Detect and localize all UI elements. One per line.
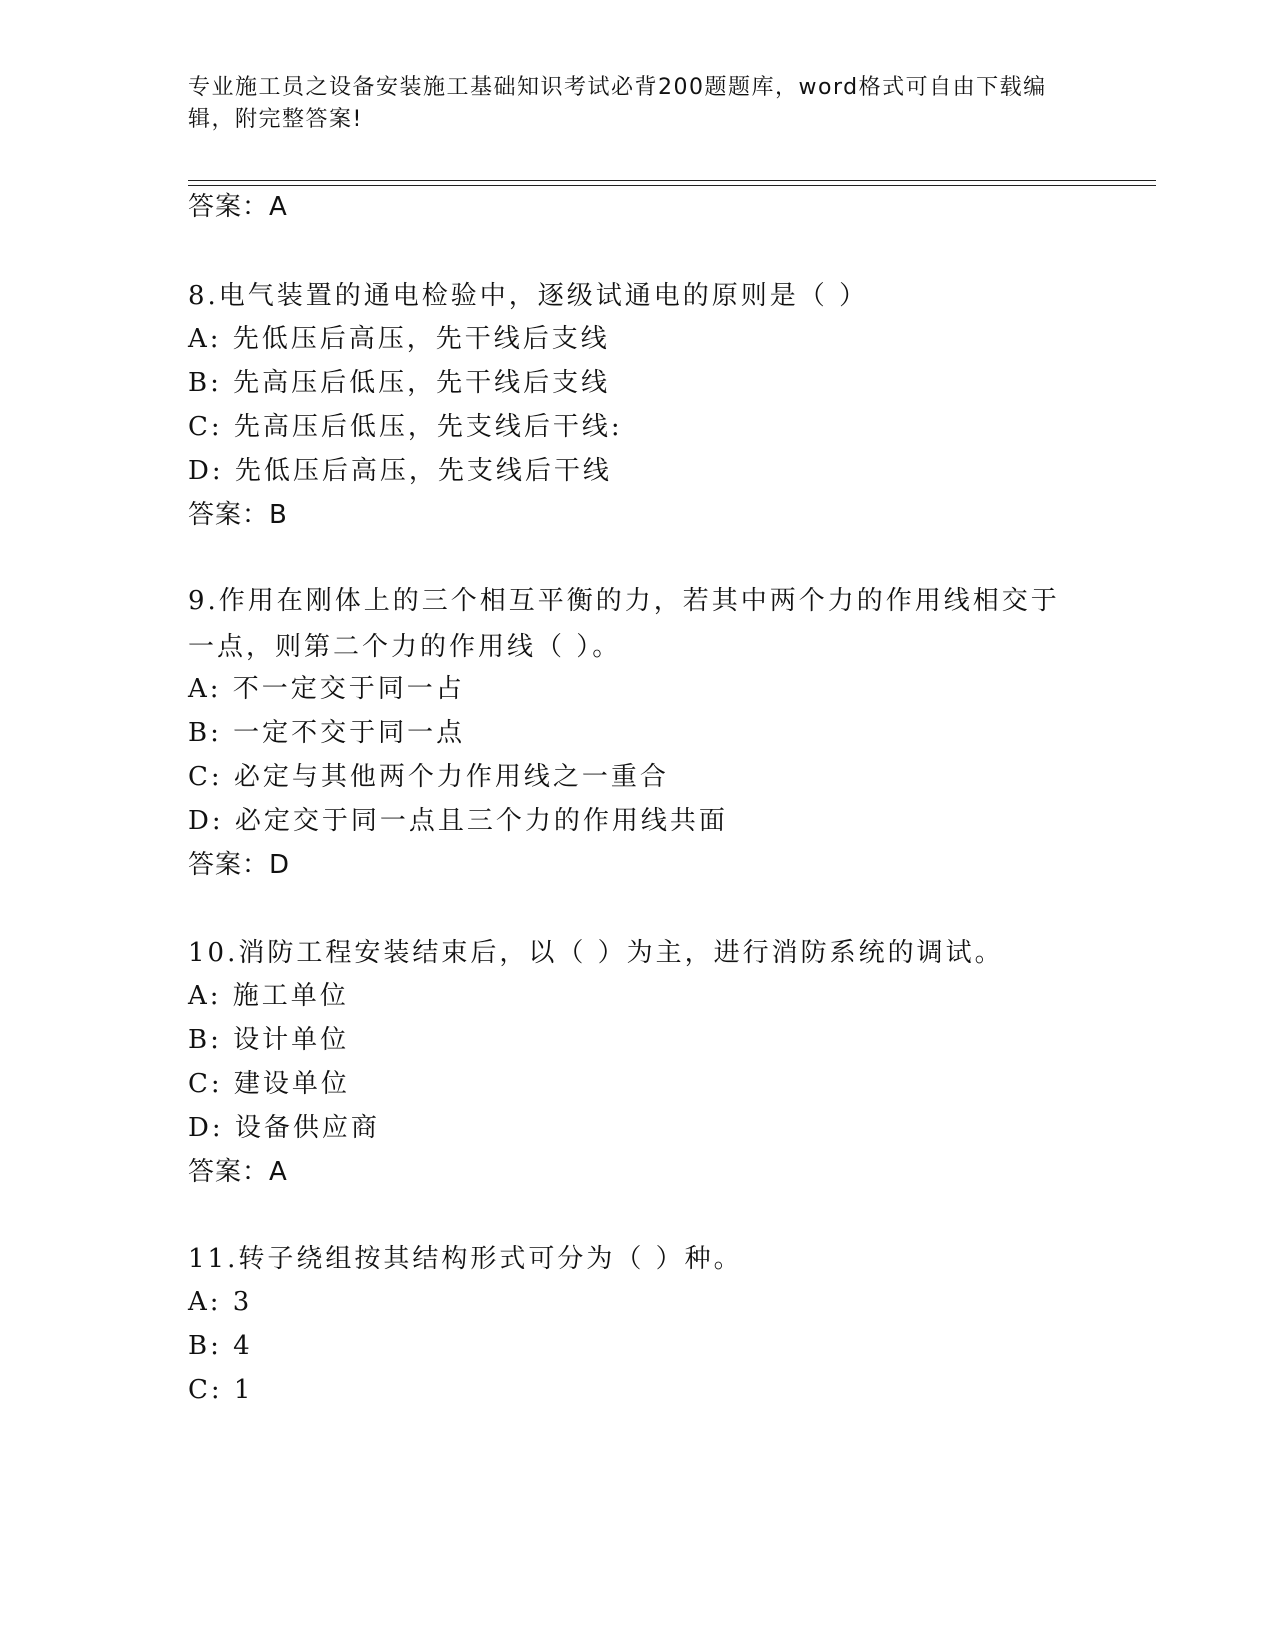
answer-q10: 答案：A xyxy=(188,1157,288,1187)
header-divider-line-secondary xyxy=(188,185,1156,186)
question-8-option-b: B: 先高压后低压，先干线后支线 xyxy=(188,368,611,398)
question-8: 8.电气装置的通电检验中，逐级试通电的原则是（ ） xyxy=(188,281,869,311)
question-9: 9.作用在刚体上的三个相互平衡的力，若其中两个力的作用线相交于一点，则第二个力的作用线（ ）。 xyxy=(188,586,1060,662)
answer-q7: 答案：A xyxy=(188,192,288,222)
question-11-option-c: C: 1 xyxy=(188,1375,254,1405)
question-9-option-a: A: 不一定交于同一占 xyxy=(188,674,465,704)
question-10-option-c: C: 建设单位 xyxy=(188,1069,350,1099)
question-11: 11.转子绕组按其结构形式可分为（ ）种。 xyxy=(188,1244,743,1274)
question-8-option-d: D: 先低压后高压，先支线后干线 xyxy=(188,456,612,486)
question-10-option-b: B: 设计单位 xyxy=(188,1025,350,1055)
header-divider-line xyxy=(188,180,1156,181)
answer-q9: 答案：D xyxy=(188,850,291,880)
question-10: 10.消防工程安装结束后，以（ ）为主，进行消防系统的调试。 xyxy=(188,938,1004,968)
question-8-option-a: A: 先低压后高压，先干线后支线 xyxy=(188,324,610,354)
question-9-option-c: C: 必定与其他两个力作用线之一重合 xyxy=(188,762,669,792)
question-9-option-b: B: 一定不交于同一点 xyxy=(188,718,466,748)
question-10-option-d: D: 设备供应商 xyxy=(188,1113,380,1143)
question-8-option-c: C: 先高压后低压，先支线后干线: xyxy=(188,412,623,442)
question-9-option-d: D: 必定交于同一点且三个力的作用线共面 xyxy=(188,806,728,836)
document-header: 专业施工员之设备安装施工基础知识考试必背200题题库，word格式可自由下载编辑，附完整答案! xyxy=(188,75,1047,132)
question-10-option-a: A: 施工单位 xyxy=(188,981,349,1011)
answer-q8: 答案：B xyxy=(188,500,288,530)
question-11-option-b: B: 4 xyxy=(188,1331,253,1361)
question-11-option-a: A: 3 xyxy=(188,1287,253,1317)
